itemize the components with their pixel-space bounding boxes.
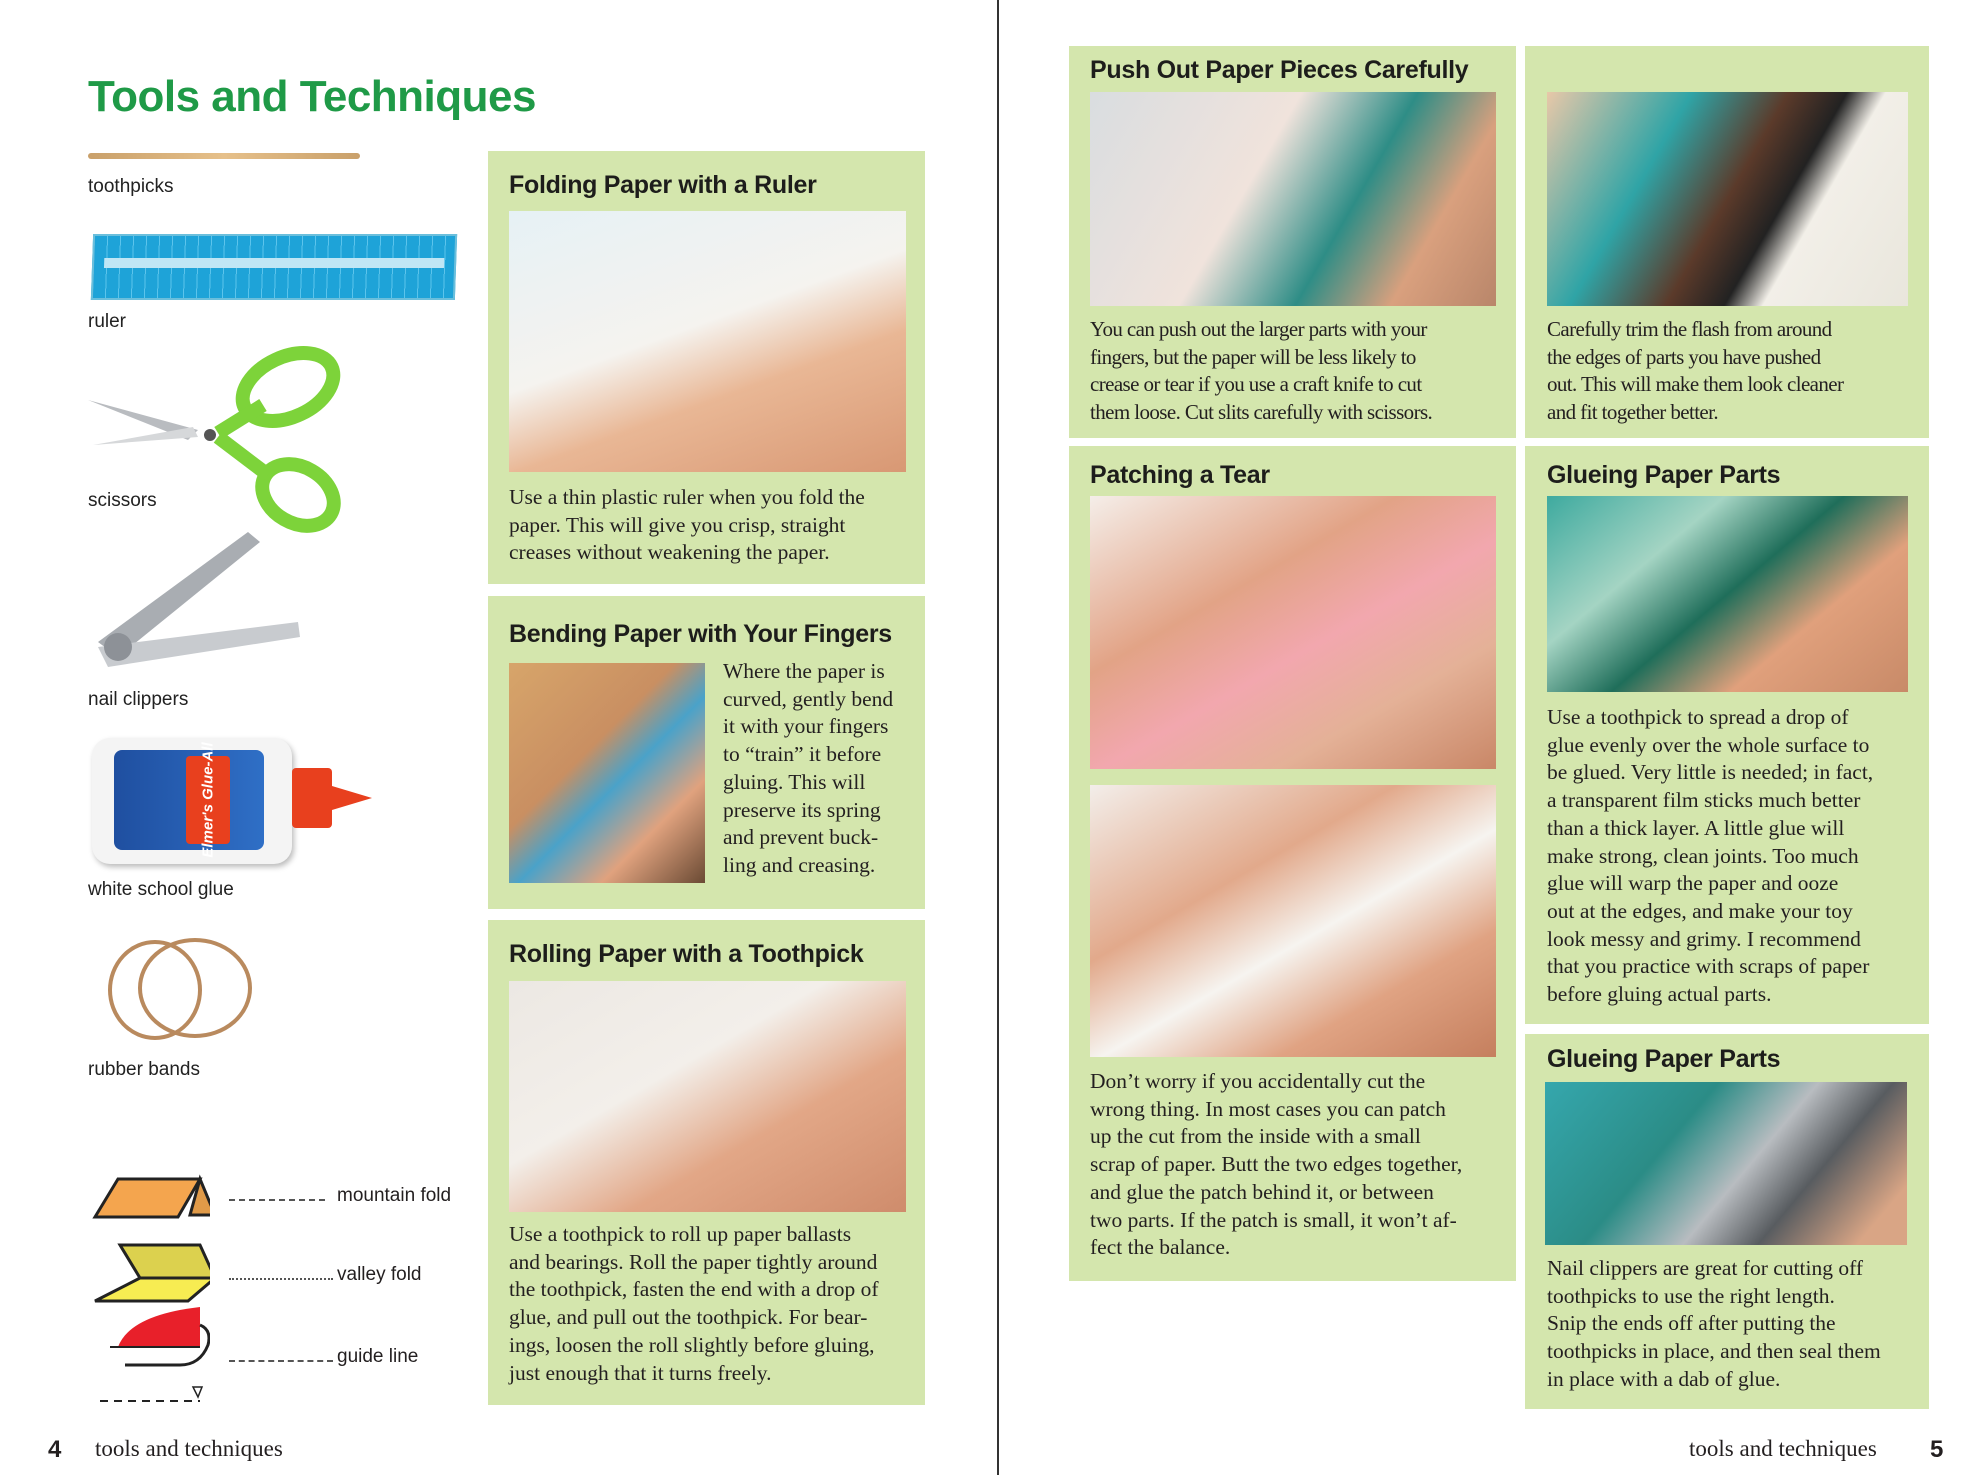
section-nail-clippers [1525, 1034, 1929, 1409]
text-line: the edges of parts you have pushed [1547, 344, 1821, 369]
mountain-fold-line [229, 1199, 325, 1201]
text-line: scrap of paper. Butt the two edges together, [1090, 1152, 1463, 1177]
text-line: and glue the patch behind it, or between [1090, 1179, 1434, 1204]
guide-line-line [229, 1360, 333, 1362]
fold-diagram-icons [90, 1165, 210, 1410]
section-heading: Rolling Paper with a Toothpick [509, 940, 864, 968]
section-glueing-paper-parts [1525, 446, 1929, 1024]
text-line: than a thick layer. A little glue will [1547, 815, 1845, 840]
text-line: out at the edges, and make your toy [1547, 898, 1853, 923]
text-line: fingers, but the paper will be less likely to [1090, 344, 1416, 369]
text-line: the toothpick, fasten the end with a drop of [509, 1277, 879, 1302]
text-line: that you practice with scraps of paper [1547, 954, 1870, 979]
section-trim-flash [1525, 46, 1929, 438]
text-line: be glued. Very little is needed; in fact, [1547, 760, 1874, 785]
text-line: You can push out the larger parts with your [1090, 317, 1427, 341]
page-number-right: 5 [1930, 1436, 1944, 1463]
section-heading: Folding Paper with a Ruler [509, 171, 817, 199]
text-line: out. This will make them look cleaner [1547, 372, 1844, 397]
section-heading: Glueing Paper Parts [1547, 1045, 1781, 1073]
text-line: preserve its spring [723, 797, 881, 822]
page-title: Tools and Techniques [88, 72, 536, 121]
photo-glueing-paper [1547, 496, 1908, 692]
text-line: ling and creasing. [723, 852, 876, 877]
text-line: toothpicks in place, and then seal them [1547, 1339, 1881, 1364]
photo-rolling-with-toothpick [509, 981, 906, 1212]
photo-trim-flash [1547, 92, 1908, 306]
text-line: them loose. Cut slits carefully with scissors. [1090, 400, 1433, 425]
tool-label-ruler: ruler [88, 311, 127, 332]
running-head-left: tools and techniques [95, 1436, 283, 1461]
text-line: and prevent buck- [723, 825, 879, 850]
section-rolling-paper [488, 920, 925, 1405]
photo-folding-with-ruler [509, 211, 906, 472]
text-line: to “train” it before [723, 742, 882, 767]
section-body [1090, 1068, 1462, 1262]
section-body [1090, 316, 1432, 427]
toothpick-image [88, 153, 360, 159]
text-line: Use a toothpick to spread a drop of [1547, 705, 1849, 729]
glue-bottle-label [114, 742, 264, 858]
fold-label-guide-line: guide line [337, 1346, 419, 1367]
text-line: glue evenly over the whole surface to [1547, 732, 1870, 757]
ruler-image [91, 234, 457, 300]
section-body [509, 1221, 879, 1387]
section-heading: Bending Paper with Your Fingers [509, 620, 892, 648]
section-body [1547, 316, 1843, 427]
rubber-bands-image [100, 930, 260, 1045]
glue-bottle-image [92, 738, 292, 864]
photo-patching-tear-2 [1090, 785, 1496, 1057]
page-number-left: 4 [48, 1436, 62, 1463]
text-line: ings, loosen the roll slightly before gluing, [509, 1332, 875, 1357]
text-line: and fit together better. [1547, 400, 1719, 425]
text-line: wrong thing. In most cases you can patch [1090, 1096, 1446, 1121]
text-line: gluing. This will [723, 769, 866, 794]
running-head-right: tools and techniques [1689, 1436, 1877, 1461]
text-line: Carefully trim the flash from around [1547, 317, 1832, 341]
section-bending-paper [488, 596, 925, 909]
glue-bottle-brand-text: Elmer's Glue-All [199, 742, 217, 858]
text-line: in place with a dab of glue. [1547, 1366, 1781, 1391]
tool-label-rubber-bands: rubber bands [88, 1059, 200, 1080]
text-line: Don’t worry if you accidentally cut the [1090, 1069, 1426, 1093]
text-line: Use a thin plastic ruler when you fold the [509, 485, 865, 509]
section-push-out-pieces [1069, 46, 1516, 438]
text-line: crease or tear if you use a craft knife to cut [1090, 372, 1422, 397]
guide-line-icon [100, 1307, 209, 1401]
fold-label-valley: valley fold [337, 1264, 422, 1285]
fold-label-mountain: mountain fold [337, 1185, 452, 1206]
section-heading: Patching a Tear [1090, 461, 1270, 489]
section-body [723, 658, 893, 880]
photo-push-out-pieces [1090, 92, 1496, 306]
text-line: up the cut from the inside with a small [1090, 1124, 1421, 1149]
text-line: Use a toothpick to roll up paper ballasts [509, 1222, 852, 1246]
section-body [1547, 704, 1873, 1009]
section-folding-paper [488, 151, 925, 584]
text-line: glue, and pull out the toothpick. For bear- [509, 1305, 868, 1330]
photo-nail-clippers [1545, 1082, 1907, 1245]
valley-fold-icon [95, 1245, 210, 1301]
text-line: just enough that it turns freely. [509, 1360, 772, 1385]
tool-label-scissors: scissors [88, 490, 157, 511]
section-heading: Push Out Paper Pieces Carefully [1090, 56, 1469, 84]
text-line: Where the paper is [723, 659, 885, 683]
tool-label-toothpicks: toothpicks [88, 176, 174, 197]
photo-patching-tear-1 [1090, 496, 1496, 769]
text-line: paper. This will give you crisp, straight [509, 512, 846, 537]
section-body [1547, 1255, 1881, 1394]
section-patching-tear [1069, 446, 1516, 1281]
section-body [509, 484, 865, 567]
tool-label-nail-clippers: nail clippers [88, 689, 189, 710]
text-line: look messy and grimy. I recommend [1547, 926, 1861, 951]
text-line: before gluing actual parts. [1547, 982, 1772, 1007]
text-line: make strong, clean joints. Too much [1547, 843, 1859, 868]
text-line: creases without weakening the paper. [509, 540, 830, 565]
text-line: curved, gently bend [723, 686, 894, 711]
nail-clippers-image [88, 522, 308, 682]
valley-fold-line [229, 1278, 333, 1280]
text-line: Nail clippers are great for cutting off [1547, 1256, 1864, 1280]
section-heading: Glueing Paper Parts [1547, 461, 1781, 489]
text-line: toothpicks to use the right length. [1547, 1283, 1835, 1308]
text-line: two parts. If the patch is small, it won’t af- [1090, 1207, 1457, 1232]
text-line: a transparent film sticks much better [1547, 788, 1861, 813]
text-line: fect the balance. [1090, 1235, 1231, 1260]
text-line: glue will warp the paper and ooze [1547, 871, 1839, 896]
text-line: it with your fingers [723, 714, 889, 739]
page-divider [997, 0, 999, 1475]
text-line: and bearings. Roll the paper tightly around [509, 1249, 878, 1274]
photo-bending-with-fingers [509, 663, 705, 883]
tool-label-white-school-glue: white school glue [88, 879, 234, 900]
mountain-fold-icon [95, 1179, 210, 1217]
text-line: Snip the ends off after putting the [1547, 1311, 1836, 1336]
